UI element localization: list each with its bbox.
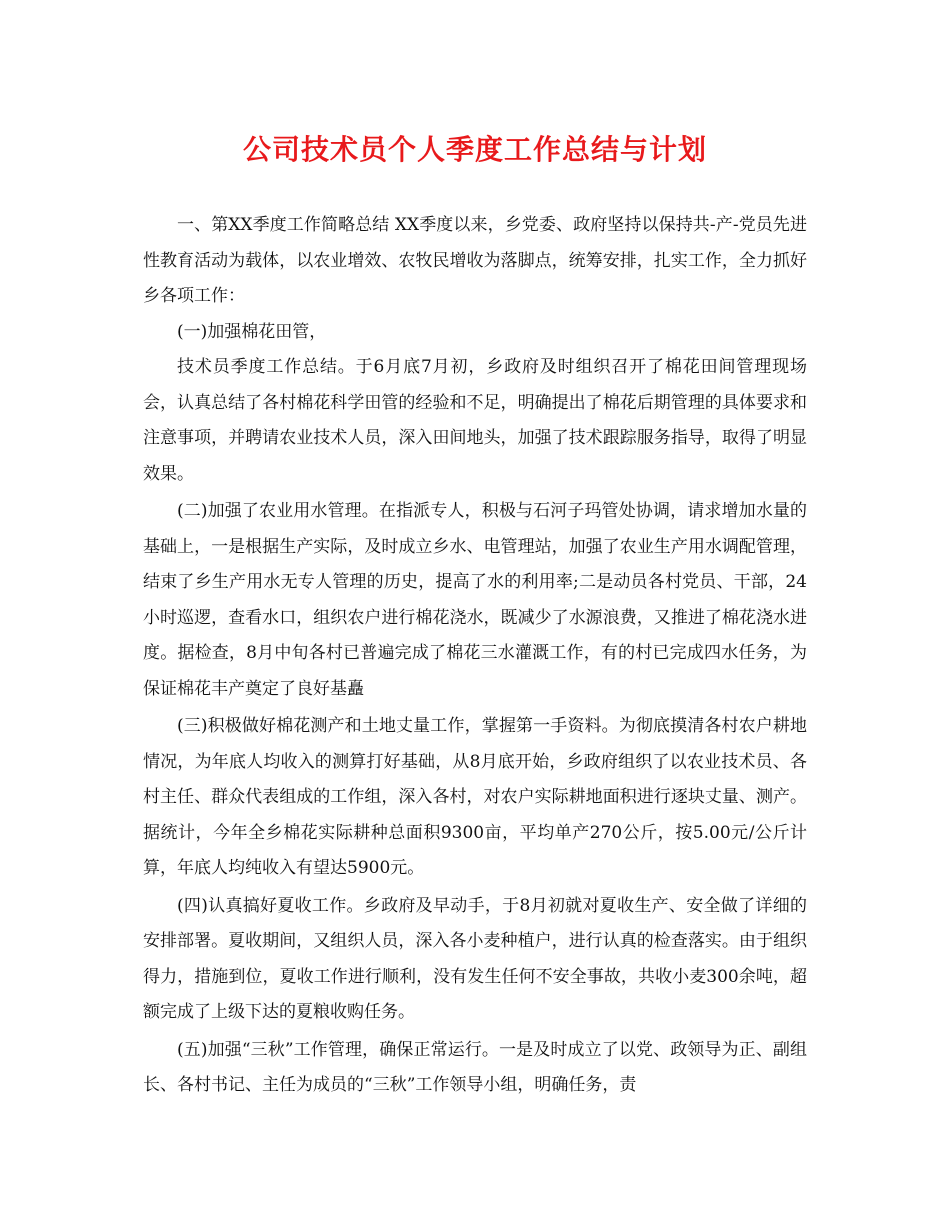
paragraph-land-measurement: (三)积极做好棉花测产和土地丈量工作，掌握第一手资料。为彻底摸清各村农户耕地情况，为年底人均收入的测算打好基础，从8月底开始，乡政府组织了以农业技术员、各村主任、群众代表组成的工作组，深入各村，对农户实际耕地面积进行逐块丈量、测产。据统计，今年全乡棉花实际耕种总面积9300亩，平均单产270公斤，按5.00元/公斤计算，年底人均纯收入有望达5900元。	[143, 716, 807, 878]
document-title: 公司技术员个人季度工作总结与计划	[242, 133, 707, 166]
paragraph-cotton-field-management: 技术员季度工作总结。于6月底7月初，乡政府及时组织召开了棉花田间管理现场会，认真总结了各村棉花科学田管的经验和不足，明确提出了棉花后期管理的具体要求和注意事项，并聘请农业技术人员，深入田间地头，加强了技术跟踪服务指导，取得了明显效果。	[143, 357, 807, 484]
paragraph-cotton-field-heading: (一)加强棉花田管，	[177, 321, 327, 342]
paragraph-autumn-work: (五)加强“三秋”工作管理，确保正常运行。一是及时成立了以党、政领导为正、副组长、各村书记、主任为成员的“三秋”工作领导小组，明确任务，责	[143, 1039, 807, 1095]
paragraph-summary-intro: 一、第XX季度工作简略总结 XX季度以来，乡党委、政府坚持以保持共-产-党员先进性教育活动为载体，以农业增效、农牧民增收为落脚点，统筹安排，扎实工作，全力抓好乡各项工作：	[143, 215, 807, 306]
paragraph-water-management: (二)加强了农业用水管理。在指派专人，积极与石河子玛管处协调，请求增加水量的基础上，一是根据生产实际，及时成立乡水、电管理站，加强了农业生产用水调配管理，结束了乡生产用水无专人管理的历史，提高了水的利用率;二是动员各村党员、干部，24小时巡逻，查看水口，组织农户进行棉花浇水，既减少了水源浪费，又推进了棉花浇水进度。据检查，8月中旬各村已普遍完成了棉花三水灌溉工作，有的村已完成四水任务，为保证棉花丰产奠定了良好基矗	[143, 501, 807, 699]
document-body	[143, 208, 807, 1104]
paragraph-summer-harvest: (四)认真搞好夏收工作。乡政府及早动手，于8月初就对夏收生产、安全做了详细的安排部署。夏收期间，又组织人员，深入各小麦种植户，进行认真的检查落实。由于组织得力，措施到位，夏收工作进行顺利，没有发生任何不安全事故，共收小麦300余吨，超额完成了上级下达的夏粮收购任务。	[143, 895, 807, 1022]
